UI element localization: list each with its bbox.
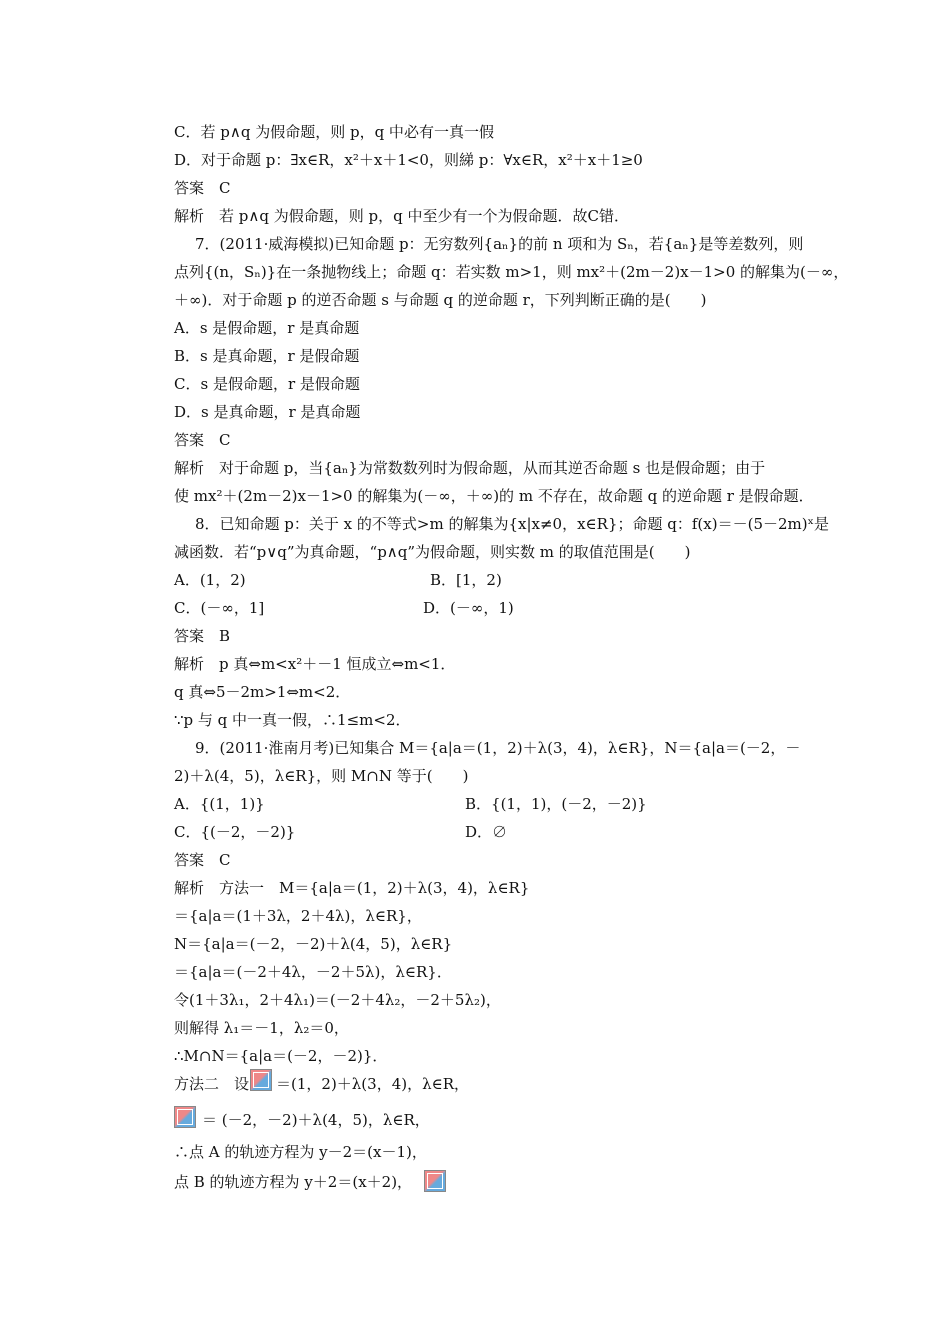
q8-answer: 答案 B	[174, 627, 231, 645]
q9-analysis-6: 则解得 λ₁＝－1，λ₂＝0，	[174, 1019, 349, 1037]
q8-option-b: B．[1，2)	[430, 571, 502, 589]
question-8-line-1: 8．已知命题 p：关于 x 的不等式>m 的解集为{x|x≠0，x∈R}；命题 q：f(x)＝－(5－2m)ˣ是	[195, 515, 829, 533]
question-9-line-1: 9．(2011·淮南月考)已知集合 M＝{a|a＝(1，2)＋λ(3，4)，λ∈R}，N＝{a|a＝(－2，－	[195, 739, 801, 757]
q8-analysis-1: 解析 p 真⇔m<x²＋－1 恒成立⇔m<1．	[174, 655, 456, 673]
q7-analysis-2: 使 mx²＋(2m－2)x－1>0 的解集为(－∞，＋∞)的 m 不存在，故命题 q 的逆命题 r 是假命题．	[174, 487, 814, 505]
q9-analysis-4: ＝{a|a＝(－2＋4λ，－2＋5λ)，λ∈R}．	[174, 963, 452, 981]
q7-option-d: D．s 是真命题，r 是真命题	[174, 403, 361, 421]
q8-option-a: A．(1，2)	[174, 571, 246, 589]
answer-line: 答案 C	[174, 179, 231, 197]
q7-answer: 答案 C	[174, 431, 231, 449]
question-7-line-3: ＋∞)．对于命题 p 的逆否命题 s 与命题 q 的逆命题 r，下列判断正确的是( )	[174, 291, 707, 309]
method-two-eq-1: ＝(1，2)＋λ(3，4)，λ∈R，	[276, 1075, 469, 1093]
question-7-line-1: 7．(2011·威海模拟)已知命题 p：无穷数列{aₙ}的前 n 项和为 Sₙ，若{aₙ}是等差数列，则	[195, 235, 804, 253]
q9-option-b: B．{(1，1)，(－2，－2)}	[465, 795, 647, 813]
q8-option-c: C．(－∞，1]	[174, 599, 265, 617]
question-9-line-2: 2)＋λ(4，5)，λ∈R}，则 M∩N 等于( )	[174, 767, 469, 785]
q9-option-d: D．∅	[465, 823, 508, 841]
q7-analysis-1: 解析 对于命题 p，当{aₙ}为常数数列时为假命题，从而其逆否命题 s 也是假命题；由于	[174, 459, 766, 477]
q9-analysis-5: 令(1＋3λ₁，2＋4λ₁)＝(－2＋4λ₂，－2＋5λ₂)，	[174, 991, 501, 1009]
option-d-line: D．对于命题 p：∃x∈R，x²＋x＋1<0，则綈 p：∀x∈R，x²＋x＋1≥0	[174, 151, 643, 169]
q7-option-b: B．s 是真命题，r 是假命题	[174, 347, 360, 365]
q8-analysis-3: ∵p 与 q 中一真一假，∴1≤m<2．	[174, 711, 411, 729]
broken-image-icon	[250, 1069, 272, 1091]
q9-option-a: A．{(1，1)}	[174, 795, 265, 813]
method-two-eq-2: ＝ (－2，－2)＋λ(4，5)，λ∈R，	[202, 1111, 430, 1129]
q8-option-d: D．(－∞，1)	[423, 599, 514, 617]
trajectory-b-line: 点 B 的轨迹方程为 y＋2＝(x＋2)，	[174, 1173, 413, 1191]
q9-analysis-2: ＝{a|a＝(1＋3λ，2＋4λ)，λ∈R}，	[174, 907, 422, 925]
q9-analysis-7: ∴M∩N＝{a|a＝(－2，－2)}．	[174, 1047, 388, 1065]
broken-image-icon	[174, 1106, 196, 1128]
broken-image-icon	[424, 1170, 446, 1192]
q9-answer: 答案 C	[174, 851, 231, 869]
method-two-label: 方法二 设	[174, 1075, 250, 1093]
q7-option-c: C．s 是假命题，r 是假命题	[174, 375, 360, 393]
question-7-line-2: 点列{(n，Sₙ)}在一条抛物线上；命题 q：若实数 m>1，则 mx²＋(2m－2)x－1>0 的解集为(－∞，	[174, 263, 849, 281]
question-8-line-2: 减函数．若“p∨q”为真命题，“p∧q”为假命题，则实数 m 的取值范围是( )	[174, 543, 691, 561]
q8-analysis-2: q 真⇔5－2m>1⇔m<2．	[174, 683, 351, 701]
analysis-line: 解析 若 p∧q 为假命题，则 p，q 中至少有一个为假命题．故C错．	[174, 207, 629, 225]
q9-analysis-3: N＝{a|a＝(－2，－2)＋λ(4，5)，λ∈R}	[174, 935, 453, 953]
q9-analysis-1: 解析 方法一 M＝{a|a＝(1，2)＋λ(3，4)，λ∈R}	[174, 879, 530, 897]
q9-option-c: C．{(－2，－2)}	[174, 823, 296, 841]
trajectory-a-line: ∴点 A 的轨迹方程为 y－2＝(x－1)，	[174, 1143, 427, 1161]
q7-option-a: A．s 是假命题，r 是真命题	[174, 319, 360, 337]
option-c-line: C．若 p∧q 为假命题，则 p，q 中必有一真一假	[174, 123, 494, 141]
